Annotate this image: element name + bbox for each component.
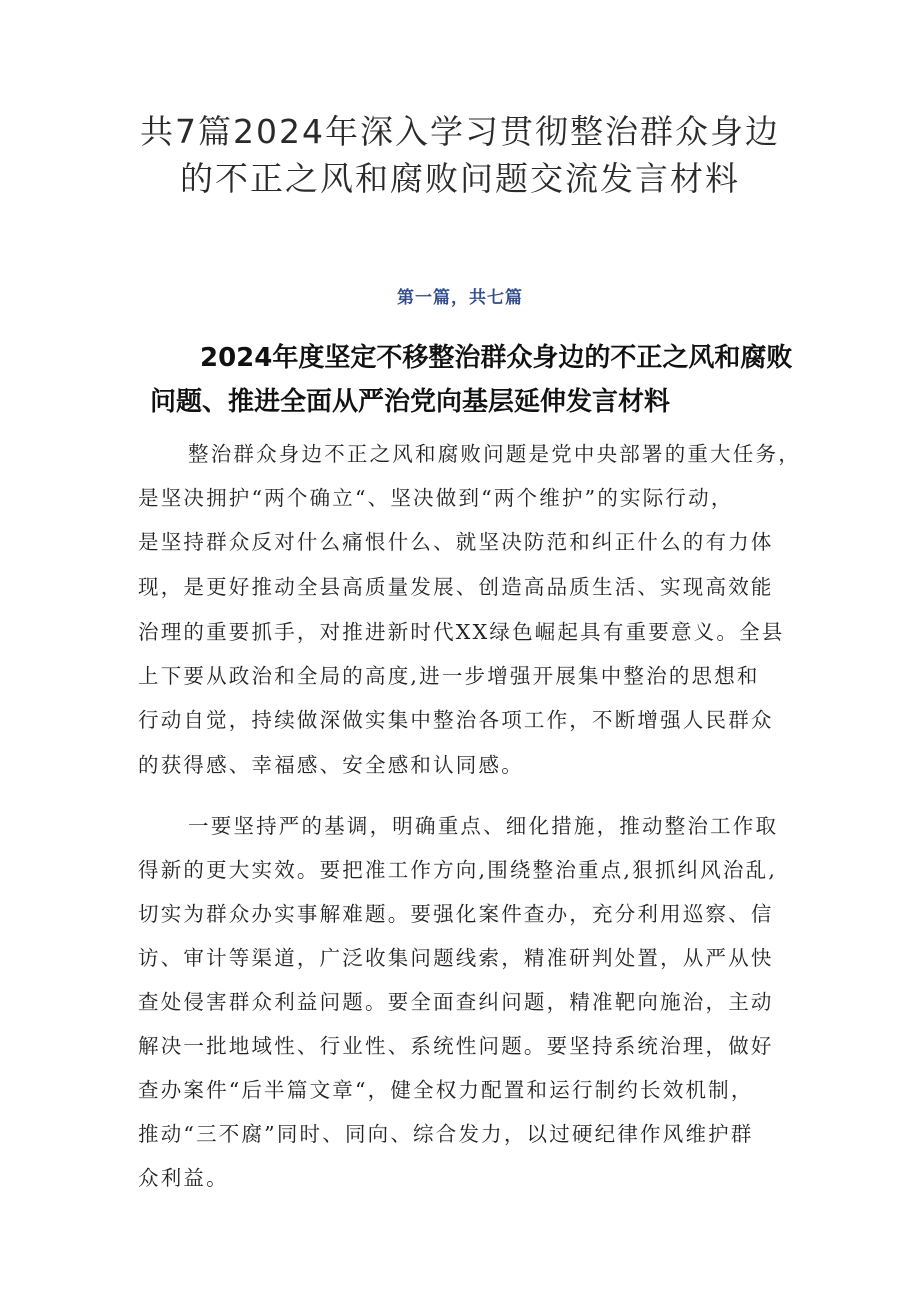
part-label: 第一篇，共七篇 [397, 288, 523, 308]
paragraph-line: 上下要从政治和全局的高度,进一步增强开展集中整治的思想和 [138, 664, 760, 688]
document-title-line-1: 共7篇2024年深入学习贯彻整治群众身边 [140, 112, 780, 151]
paragraph-line: 的获得感、幸福感、安全感和认同感。 [138, 753, 524, 777]
paragraph-line: 众利益。 [138, 1166, 229, 1190]
paragraph-line: 查办案件“后半篇文章“，健全权力配置和运行制约长效机制， [138, 1078, 754, 1102]
paragraph-line: 推动“三不腐”同时、同向、综合发力，以过硬纪律作风维护群 [138, 1122, 754, 1146]
paragraph-line: 解决一批地域性、行业性、系统性问题。要坚持系统治理，做好 [138, 1034, 774, 1058]
paragraph-line: 行动自觉，持续做深做实集中整治各项工作，不断增强人民群众 [138, 708, 774, 732]
paragraph-line: 一要坚持严的基调，明确重点、细化措施，推动整治工作取 [188, 814, 779, 838]
document-title-line-2: 的不正之风和腐败问题交流发言材料 [180, 159, 740, 198]
section-subtitle-line-1: 2024年度坚定不移整治群众身边的不正之风和腐败 [200, 343, 793, 373]
section-subtitle-line-2: 问题、推进全面从严治党向基层延伸发言材料 [150, 387, 671, 417]
paragraph-line: 治理的重要抓手，对推进新时代XX绿色崛起具有重要意义。全县 [138, 620, 785, 644]
paragraph-line: 切实为群众办实事解难题。要强化案件查办，充分利用巡察、信 [138, 902, 774, 926]
paragraph-line: 是坚持群众反对什么痛恨什么、就坚决防范和纠正什么的有力体 [138, 530, 774, 554]
paragraph-line: 现，是更好推动全县高质量发展、创造高品质生活、实现高效能 [138, 575, 774, 599]
paragraph-line: 是坚决拥护“两个确立“、坚决做到“两个维护”的实际行动， [138, 486, 734, 510]
paragraph-line: 得新的更大实效。要把准工作方向,围绕整治重点,狠抓纠风治乱, [138, 858, 778, 882]
paragraph-line: 整治群众身边不正之风和腐败问题是党中央部署的重大任务， [188, 442, 801, 466]
paragraph-line: 查处侵害群众利益问题。要全面查纠问题，精准靶向施治，主动 [138, 990, 774, 1014]
paragraph-line: 访、审计等渠道，广泛收集问题线索，精准研判处置，从严从快 [138, 946, 774, 970]
